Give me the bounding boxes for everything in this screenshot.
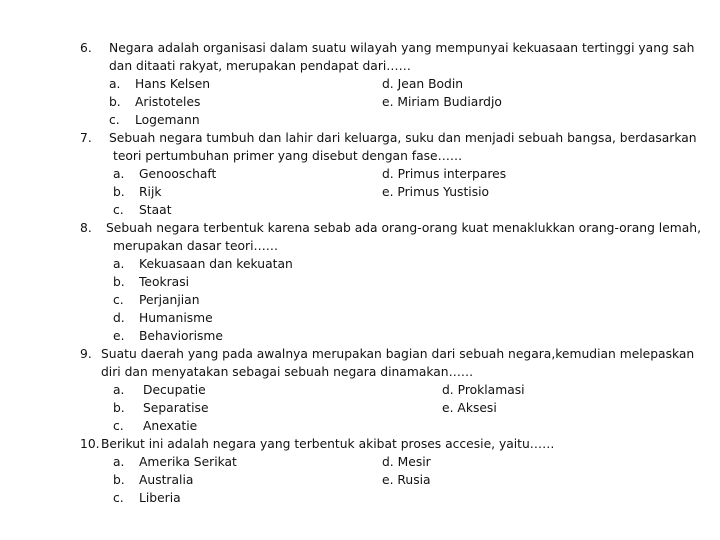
option-b: b. Australia xyxy=(113,473,194,487)
question-text: dan ditaati rakyat, merupakan pendapat dari…… xyxy=(109,59,411,73)
question-number: 9. xyxy=(80,347,92,361)
option-e: e. Rusia xyxy=(382,473,431,487)
option-b: b. Aristoteles xyxy=(109,95,201,109)
question-number: 7. xyxy=(80,131,92,145)
option-a: a. Kekuasaan dan kekuatan xyxy=(113,257,293,271)
option-b: b. Rijk xyxy=(113,185,162,199)
option-a: a. Hans Kelsen xyxy=(109,77,211,91)
option-a: a. Decupatie xyxy=(113,383,206,397)
option-e: e. Aksesi xyxy=(442,401,497,415)
option-e: e. Behaviorisme xyxy=(113,329,223,343)
option-d: d. Mesir xyxy=(382,455,431,469)
question-text: diri dan menyatakan sebagai sebuah negara dinamakan…… xyxy=(101,365,474,379)
option-d: d. Humanisme xyxy=(113,311,213,325)
option-e: e. Primus Yustisio xyxy=(382,185,490,199)
option-e: e. Miriam Budiardjo xyxy=(382,95,502,109)
option-c: c. Staat xyxy=(113,203,172,217)
question-text: Negara adalah organisasi dalam suatu wilayah yang mempunyai kekuasaan tertinggi yang sah xyxy=(109,41,695,55)
option-a: a. Genooschaft xyxy=(113,167,217,181)
option-c: c. Logemann xyxy=(109,113,200,127)
option-c: c. Perjanjian xyxy=(113,293,200,307)
question-text: Berikut ini adalah negara yang terbentuk akibat proses accesie, yaitu…… xyxy=(101,437,555,451)
option-d: d. Primus interpares xyxy=(382,167,507,181)
question-number: 8. xyxy=(80,221,92,235)
question-number: 6. xyxy=(80,41,92,55)
option-c: c. Liberia xyxy=(113,491,181,505)
question-text: Suatu daerah yang pada awalnya merupakan bagian dari sebuah negara,kemudian melepaskan xyxy=(101,347,695,361)
option-a: a. Amerika Serikat xyxy=(113,455,237,469)
option-c: c. Anexatie xyxy=(113,419,198,433)
question-number: 10. xyxy=(80,437,100,451)
option-d: d. Proklamasi xyxy=(442,383,525,397)
question-text: merupakan dasar teori…… xyxy=(113,239,279,253)
question-text: teori pertumbuhan primer yang disebut dengan fase…… xyxy=(113,149,463,163)
option-d: d. Jean Bodin xyxy=(382,77,464,91)
question-text: Sebuah negara tumbuh dan lahir dari keluarga, suku dan menjadi sebuah bangsa, berdasarkan xyxy=(109,131,697,145)
option-b: b. Teokrasi xyxy=(113,275,190,289)
option-b: b. Separatise xyxy=(113,401,209,415)
question-text: Sebuah negara terbentuk karena sebab ada orang-orang kuat menaklukkan orang-orang lemah, xyxy=(106,221,701,235)
